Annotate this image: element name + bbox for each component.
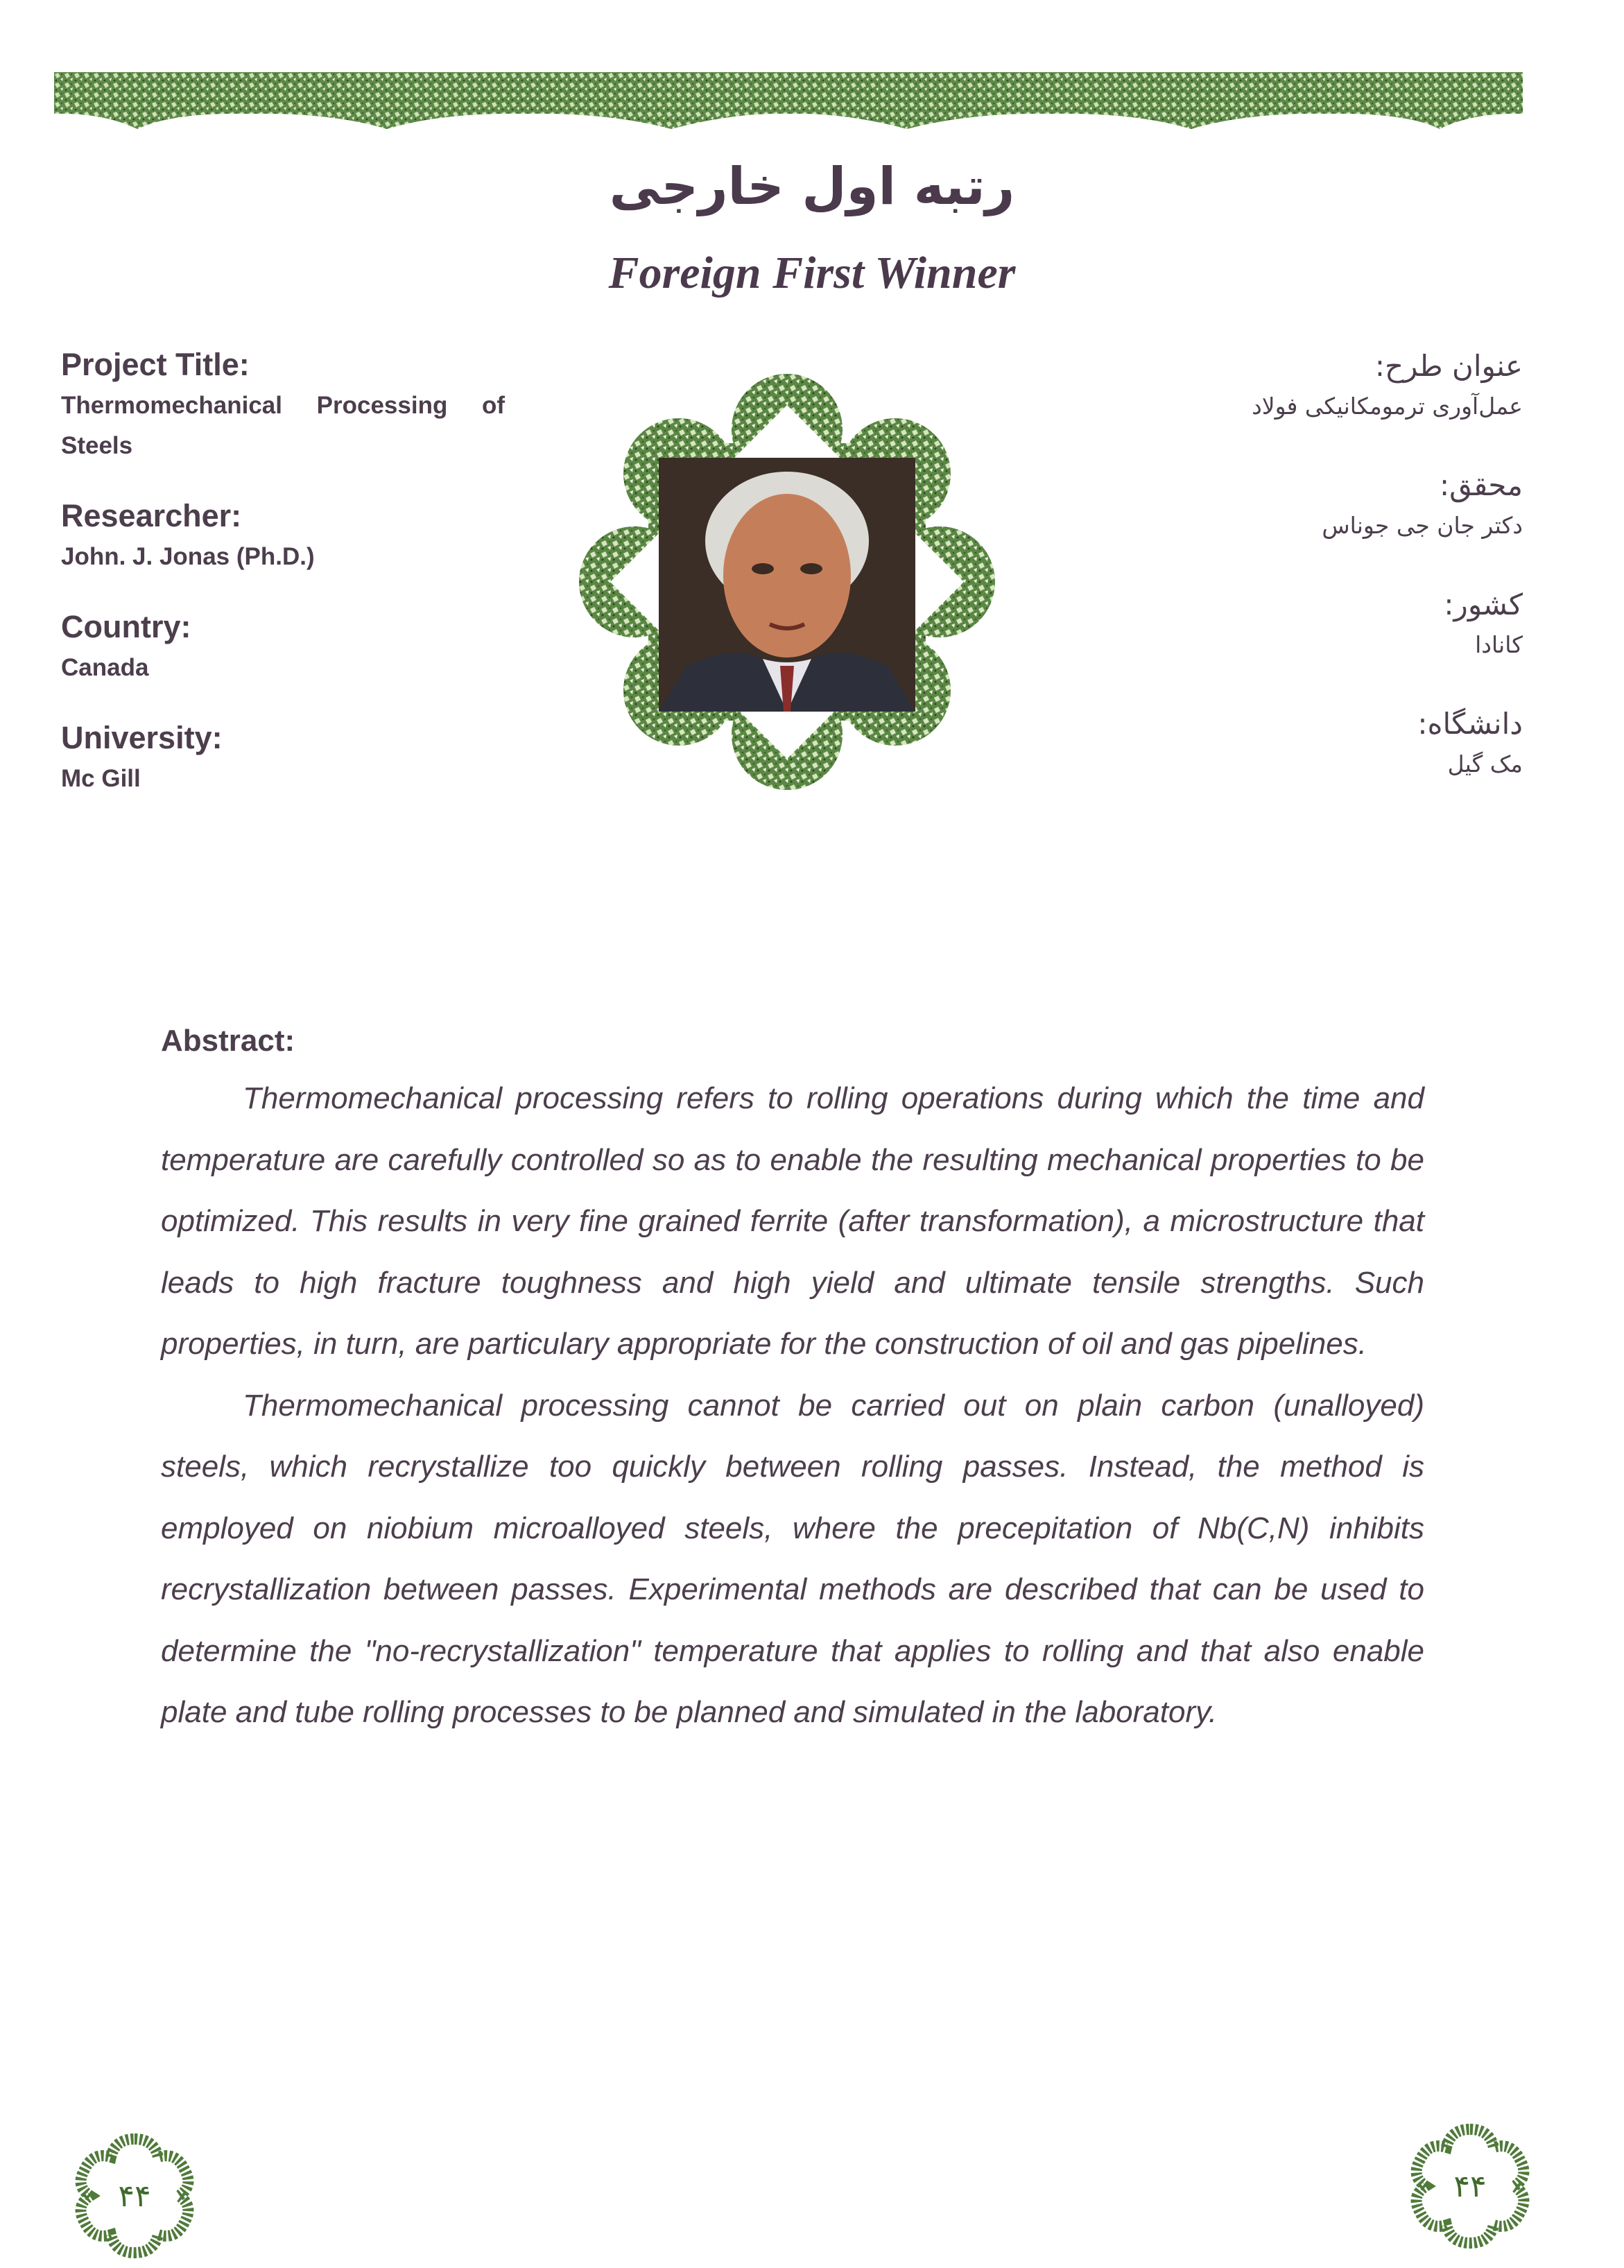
details-persian <box>1079 344 1523 821</box>
university-value: Mc Gill <box>61 765 141 792</box>
country-label: Country: <box>61 609 191 644</box>
abstract-paragraph: Thermomechanical processing cannot be carried out on plain carbon (unalloyed) steels, which recrystallize too quickly between rolling passes. Instead, the method is employed on niobium microalloyed steels, where the precepitation of Nb(C,N) inhibits recrystallization between passes. Experimental methods are described that can be used to determine the "no-recrystallization" temperature that applies to rolling and that also enable plate and tube rolling processes to be planned and simulated in the laboratory. <box>161 1388 1424 1729</box>
portrait-illustration <box>659 458 915 712</box>
university-label: University: <box>61 720 223 755</box>
country-value: Canada <box>61 654 149 681</box>
researcher-portrait <box>659 458 915 712</box>
project-title-label: Project Title: <box>61 347 250 382</box>
project-title-value-fa: عمل‌آوری ترمومکانیکی فولاد <box>1252 393 1523 420</box>
abstract-heading: Abstract: <box>161 1024 295 1058</box>
abstract-body <box>161 1068 1424 1744</box>
page-number-badge-left <box>65 2127 204 2265</box>
researcher-value: John. J. Jonas (Ph.D.) <box>61 543 315 570</box>
researcher-label: Researcher: <box>61 498 242 533</box>
details-english <box>61 344 505 828</box>
page-number-badge-right <box>1401 2117 1539 2256</box>
page-number-left: ۴۴ <box>118 2178 151 2214</box>
project-title-value: Thermomechanical Processing of Steels <box>61 392 505 459</box>
decorative-top-banner <box>54 72 1523 129</box>
university-value-fa: مک گیل <box>1447 750 1523 778</box>
country-label-fa: کشور: <box>1444 587 1523 621</box>
researcher-value-fa: دکتر جان جی جوناس <box>1322 512 1523 539</box>
page-title: Foreign First Winner <box>608 248 1016 298</box>
page-number-right: ۴۴ <box>1453 2168 1487 2204</box>
project-title-label-fa: عنوان طرح: <box>1374 349 1523 383</box>
country-value-fa: کانادا <box>1475 631 1523 658</box>
abstract-paragraph: Thermomechanical processing refers to rolling operations during which the time and temperature are carefully controlled so as to enable the resulting mechanical properties to be optimized. This results in very fine grained ferrite (after transformation), a microstructure that leads to high fracture toughness and high yield and ultimate tensile strengths. Such properties, in turn, are particulary appropriate for the construction of oil and gas pipelines. <box>161 1081 1424 1361</box>
university-label-fa: دانشگاه: <box>1417 707 1523 741</box>
researcher-label-fa: محقق: <box>1439 468 1523 502</box>
page-title-persian: رتبه اول خارجی <box>609 157 1015 216</box>
